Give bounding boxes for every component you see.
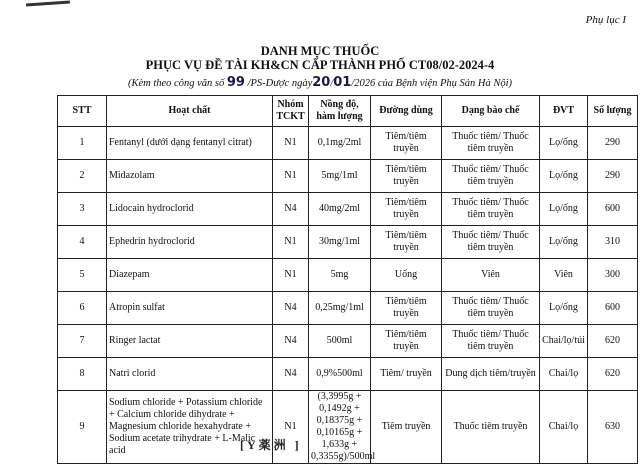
table-row bbox=[58, 259, 638, 292]
cell-unit: Lọ/ống bbox=[540, 160, 588, 193]
header-active-ingredient: Hoạt chất bbox=[107, 96, 273, 127]
cell-unit: Lọ/ống bbox=[540, 193, 588, 226]
cell-dosage-form: Viên bbox=[442, 259, 540, 292]
cell-quantity: 290 bbox=[588, 127, 638, 160]
cell-stt: 7 bbox=[58, 325, 107, 358]
cell-route: Tiêm/ truyền bbox=[371, 358, 442, 391]
cell-active-ingredient: Atropin sulfat bbox=[107, 292, 273, 325]
reference-line bbox=[0, 75, 640, 90]
cell-route: Tiêm/tiêm truyền bbox=[371, 325, 442, 358]
header-route: Đường dùng bbox=[371, 96, 442, 127]
cell-group: N4 bbox=[273, 193, 309, 226]
table-row bbox=[58, 358, 638, 391]
cell-group: N1 bbox=[273, 127, 309, 160]
cell-unit: Viên bbox=[540, 259, 588, 292]
cell-group: N4 bbox=[273, 358, 309, 391]
cell-dosage-form: Thuốc tiêm/ Thuốc tiêm truyền bbox=[442, 127, 540, 160]
cell-active-ingredient: Diazepam bbox=[107, 259, 273, 292]
cell-route: Uống bbox=[371, 259, 442, 292]
cell-quantity: 310 bbox=[588, 226, 638, 259]
cell-route: Tiêm/tiêm truyền bbox=[371, 292, 442, 325]
cell-strength: 30mg/1ml bbox=[309, 226, 371, 259]
handwritten-day: 20 bbox=[312, 75, 331, 90]
cell-group: N4 bbox=[273, 325, 309, 358]
cell-quantity: 630 bbox=[588, 391, 638, 464]
cell-unit: Chai/lọ bbox=[540, 391, 588, 464]
cell-active-ingredient: Fentanyl (dưới dạng fentanyl citrat) bbox=[107, 127, 273, 160]
cell-stt: 6 bbox=[58, 292, 107, 325]
cell-active-ingredient: Lidocain hydroclorid bbox=[107, 193, 273, 226]
cell-strength: 40mg/2ml bbox=[309, 193, 371, 226]
cell-strength: 500ml bbox=[309, 325, 371, 358]
cell-group: N1 bbox=[273, 259, 309, 292]
cell-dosage-form: Thuốc tiêm/ Thuốc tiêm truyền bbox=[442, 160, 540, 193]
cell-route: Tiêm/tiêm truyền bbox=[371, 193, 442, 226]
cell-quantity: 620 bbox=[588, 325, 638, 358]
cell-unit: Lọ/ống bbox=[540, 292, 588, 325]
cell-route: Tiêm/tiêm truyền bbox=[371, 127, 442, 160]
cell-dosage-form: Dung dịch tiêm/truyền bbox=[442, 358, 540, 391]
cell-active-ingredient: Ringer lactat bbox=[107, 325, 273, 358]
cell-strength: 0,25mg/1ml bbox=[309, 292, 371, 325]
cell-route: Tiêm/tiêm truyền bbox=[371, 160, 442, 193]
reference-suffix: /2026 của Bệnh viện Phụ Sản Hà Nội) bbox=[351, 78, 513, 89]
table-row bbox=[58, 160, 638, 193]
header-dosage-form: Dạng bào chế bbox=[442, 96, 540, 127]
cell-stt: 2 bbox=[58, 160, 107, 193]
header-group: Nhóm TCKT bbox=[273, 96, 309, 127]
cell-unit: Chai/lọ bbox=[540, 358, 588, 391]
document-subtitle: PHỤC VỤ ĐỀ TÀI KH&CN CẤP THÀNH PHỐ CT08/02-2024-4 bbox=[145, 58, 495, 72]
cell-quantity: 290 bbox=[588, 160, 638, 193]
cell-group: N1 bbox=[273, 226, 309, 259]
table-row bbox=[58, 127, 638, 160]
cell-route: Tiêm/tiêm truyền bbox=[371, 226, 442, 259]
table-row bbox=[58, 193, 638, 226]
appendix-label: Phụ lục I bbox=[585, 14, 626, 26]
handwritten-footer-mark: [Y薬洲 ] bbox=[240, 438, 302, 452]
cell-strength: 5mg bbox=[309, 259, 371, 292]
cell-unit: Lọ/ống bbox=[540, 127, 588, 160]
cell-strength: (3,3995g + 0,1492g + 0,18375g + 0,10165g + 1,633g + 0,3355g)/500ml bbox=[309, 391, 371, 464]
drug-table bbox=[57, 95, 638, 464]
cell-active-ingredient: Midazolam bbox=[107, 160, 273, 193]
cell-stt: 4 bbox=[58, 226, 107, 259]
cell-active-ingredient: Natri clorid bbox=[107, 358, 273, 391]
header-stt: STT bbox=[58, 96, 107, 127]
cell-quantity: 600 bbox=[588, 193, 638, 226]
cell-quantity: 300 bbox=[588, 259, 638, 292]
cell-group: N1 bbox=[273, 160, 309, 193]
cell-quantity: 600 bbox=[588, 292, 638, 325]
cell-dosage-form: Thuốc tiêm/ Thuốc tiêm truyền bbox=[442, 226, 540, 259]
cell-active-ingredient: Ephedrin hydroclorid bbox=[107, 226, 273, 259]
cell-stt: 3 bbox=[58, 193, 107, 226]
cell-unit: Lọ/ống bbox=[540, 226, 588, 259]
reference-prefix: (Kèm theo công văn số bbox=[127, 78, 225, 89]
cell-route: Tiêm truyền bbox=[371, 391, 442, 464]
cell-strength: 0,1mg/2ml bbox=[309, 127, 371, 160]
table-row bbox=[58, 391, 638, 464]
cell-stt: 5 bbox=[58, 259, 107, 292]
table-header-row bbox=[58, 96, 638, 127]
cell-dosage-form: Thuốc tiêm truyền bbox=[442, 391, 540, 464]
cell-stt: 9 bbox=[58, 391, 107, 464]
cell-dosage-form: Thuốc tiêm/ Thuốc tiêm truyền bbox=[442, 193, 540, 226]
reference-mid: /PS-Dược ngày bbox=[247, 78, 313, 89]
cell-group: N1 bbox=[273, 391, 309, 464]
header-strength: Nồng độ, hàm lượng bbox=[309, 96, 371, 127]
scan-mark bbox=[26, 0, 70, 6]
cell-strength: 0,9%500ml bbox=[309, 358, 371, 391]
cell-dosage-form: Thuốc tiêm/ Thuốc tiêm truyền bbox=[442, 325, 540, 358]
header-quantity: Số lượng bbox=[588, 96, 638, 127]
cell-stt: 1 bbox=[58, 127, 107, 160]
table-row bbox=[58, 226, 638, 259]
cell-stt: 8 bbox=[58, 358, 107, 391]
document-title: DANH MỤC THUỐC bbox=[260, 44, 380, 58]
date-separator: / bbox=[330, 78, 334, 89]
header-unit: ĐVT bbox=[540, 96, 588, 127]
cell-active-ingredient: Sodium chloride + Potassium chloride + Calcium chloride dihydrate + Magnesium chloride hexahydrate + Sodium acetate trihydrate + L-Malic acid bbox=[107, 391, 273, 464]
handwritten-doc-number: 99 bbox=[226, 75, 245, 90]
cell-group: N4 bbox=[273, 292, 309, 325]
cell-unit: Chai/lọ/túi bbox=[540, 325, 588, 358]
handwritten-month: 01 bbox=[333, 75, 352, 90]
table-row bbox=[58, 325, 638, 358]
cell-quantity: 620 bbox=[588, 358, 638, 391]
cell-strength: 5mg/1ml bbox=[309, 160, 371, 193]
table-row bbox=[58, 292, 638, 325]
cell-dosage-form: Thuốc tiêm/ Thuốc tiêm truyền bbox=[442, 292, 540, 325]
